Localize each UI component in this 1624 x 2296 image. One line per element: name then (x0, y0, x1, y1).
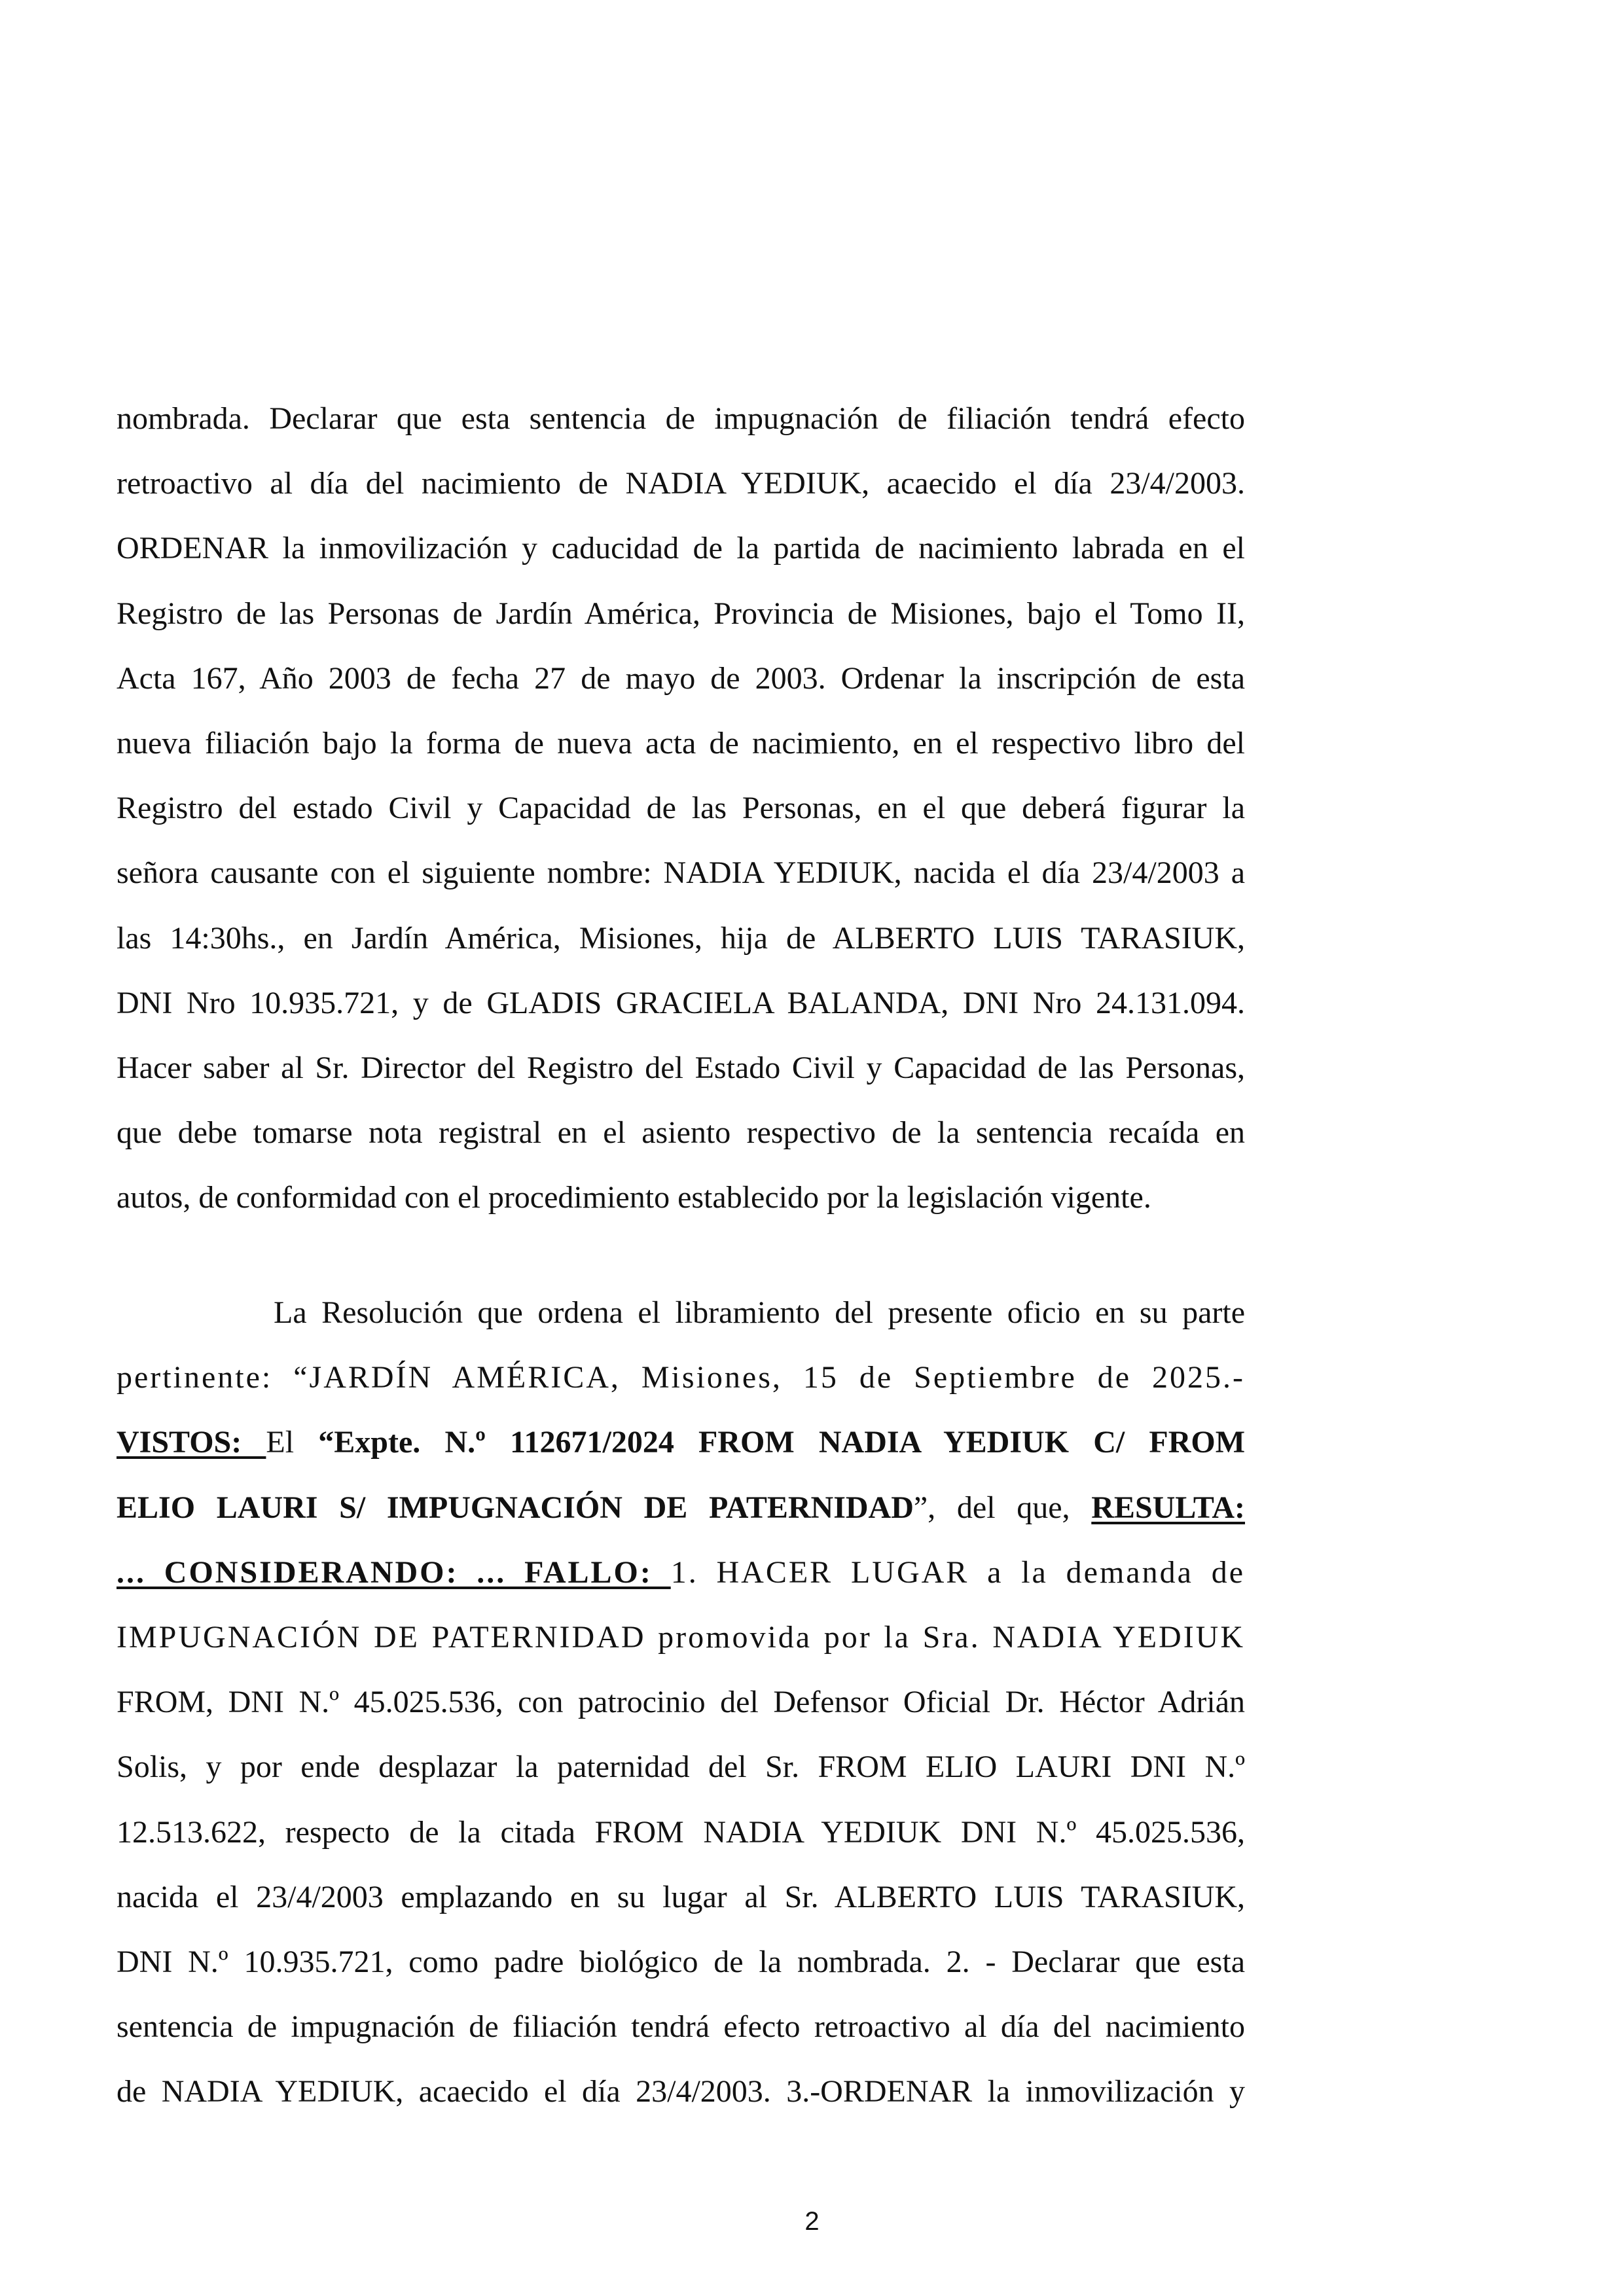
page-number: 2 (804, 2207, 820, 2236)
text-line-resulta (117, 1475, 1245, 1540)
resulta-heading: RESULTA: (1091, 1490, 1246, 1525)
text-line: Registro del estado Civil y Capacidad de las Personas, en el que deberá figurar la (117, 791, 1245, 826)
el-text: El (266, 1425, 319, 1460)
text-line: Registro de las Personas de Jardín América, Provincia de Misiones, bajo el Tomo II, (117, 596, 1245, 631)
text-line: que debe tomarse nota registral en el asiento respectivo de la sentencia recaída en (117, 1115, 1245, 1151)
text-line: nueva filiación bajo la forma de nueva acta de nacimiento, en el respectivo libro del (117, 725, 1245, 761)
text-line: IMPUGNACIÓN DE PATERNIDAD promovida por la Sra. NADIA YEDIUK (117, 1619, 1245, 1655)
text-line: La Resolución que ordena el libramiento del presente oficio en su parte (274, 1295, 1245, 1330)
text-line: autos, de conformidad con el procedimiento establecido por la legislación vigente. (117, 1180, 1151, 1215)
text-line-fallo (117, 1540, 1245, 1605)
vistos-heading: VISTOS: (117, 1425, 266, 1460)
text-line: DNI Nro 10.935.721, y de GLADIS GRACIELA BALANDA, DNI Nro 24.131.094. (117, 985, 1245, 1020)
text-line: Acta 167, Año 2003 de fecha 27 de mayo de 2003. Ordenar la inscripción de esta (117, 660, 1245, 696)
text-line: 12.513.622, respecto de la citada FROM NADIA YEDIUK DNI N.º 45.025.536, (117, 1814, 1245, 1850)
case-reference: “Expte. N.º 112671/2024 FROM NADIA YEDIUK C/ FROM (318, 1425, 1246, 1460)
text-line: retroactivo al día del nacimiento de NADIA YEDIUK, acaecido el día 23/4/2003. (117, 466, 1245, 501)
text-line: las 14:30hs., en Jardín América, Misiones, hija de ALBERTO LUIS TARASIUK, (117, 920, 1245, 956)
text-line: nacida el 23/4/2003 emplazando en su lugar al Sr. ALBERTO LUIS TARASIUK, (117, 1879, 1245, 1914)
hacer-lugar-text: 1. HACER LUGAR a la demanda de (670, 1554, 1246, 1590)
paragraph-1 (117, 386, 1245, 1230)
del-que-text: ”, del que, (913, 1490, 1092, 1525)
text-line: pertinente: “JARDÍN AMÉRICA, Misiones, 15 de Septiembre de 2025.- (117, 1360, 1245, 1395)
considerando-fallo-heading: ... CONSIDERANDO: ... FALLO: (117, 1554, 671, 1590)
text-line-vistos (117, 1410, 1245, 1475)
text-line: sentencia de impugnación de filiación tendrá efecto retroactivo al día del nacimiento (117, 2009, 1245, 2045)
text-line: Hacer saber al Sr. Director del Registro del Estado Civil y Capacidad de las Personas, (117, 1050, 1245, 1085)
text-line: ORDENAR la inmovilización y caducidad de la partida de nacimiento labrada en el (117, 531, 1245, 566)
paragraph-2 (117, 1280, 1245, 2124)
text-line: nombrada. Declarar que esta sentencia de impugnación de filiación tendrá efecto (117, 401, 1245, 436)
text-line: señora causante con el siguiente nombre: NADIA YEDIUK, nacida el día 23/4/2003 a (117, 855, 1245, 891)
text-line: DNI N.º 10.935.721, como padre biológico de la nombrada. 2. - Declarar que esta (117, 1944, 1245, 1979)
case-title: ELIO LAURI S/ IMPUGNACIÓN DE PATERNIDAD (117, 1490, 914, 1525)
text-line: de NADIA YEDIUK, acaecido el día 23/4/2003. 3.-ORDENAR la inmovilización y (117, 2074, 1245, 2109)
text-line: Solis, y por ende desplazar la paternidad del Sr. FROM ELIO LAURI DNI N.º (117, 1749, 1245, 1785)
text-line: FROM, DNI N.º 45.025.536, con patrocinio del Defensor Oficial Dr. Héctor Adrián (117, 1685, 1245, 1720)
